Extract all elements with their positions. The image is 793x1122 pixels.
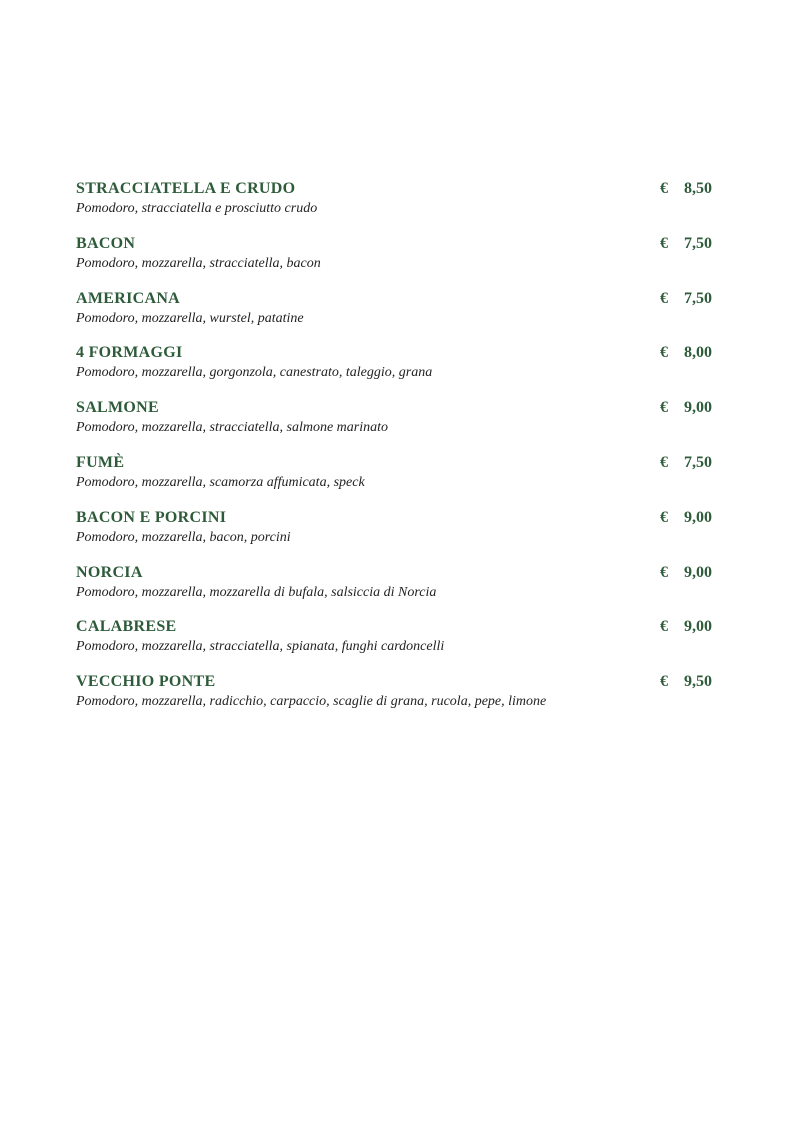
menu-list (76, 178, 736, 726)
currency-symbol: € (660, 289, 668, 307)
item-name: BACON (76, 234, 136, 252)
menu-item (76, 507, 736, 562)
price-value: 9,00 (684, 563, 712, 581)
menu-item (76, 616, 736, 671)
item-price (660, 233, 736, 255)
currency-symbol: € (660, 234, 668, 252)
price-value: 7,50 (684, 453, 712, 471)
item-name: NORCIA (76, 563, 143, 581)
item-price (660, 342, 736, 364)
currency-symbol: € (660, 453, 668, 471)
item-price (660, 507, 736, 529)
menu-item (76, 397, 736, 452)
item-name: SALMONE (76, 399, 159, 417)
item-name: AMERICANA (76, 289, 181, 307)
menu-item (76, 233, 736, 288)
price-value: 8,00 (684, 344, 712, 362)
item-name: BACON E PORCINI (76, 508, 227, 526)
item-description: Pomodoro, mozzarella, gorgonzola, canestrato, taleggio, grana (76, 365, 433, 381)
price-value: 9,00 (684, 508, 712, 526)
price-value: 7,50 (684, 234, 712, 252)
item-price (660, 616, 736, 638)
item-price (660, 562, 736, 584)
item-price (660, 671, 736, 693)
item-price (660, 452, 736, 474)
item-name: 4 FORMAGGI (76, 344, 183, 362)
item-description: Pomodoro, mozzarella, stracciatella, bacon (76, 255, 321, 271)
price-value: 8,50 (684, 180, 712, 197)
menu-item (76, 562, 736, 617)
item-description: Pomodoro, mozzarella, scamorza affumicata, speck (76, 474, 365, 490)
item-name: STRACCIATELLA E CRUDO (76, 180, 296, 197)
currency-symbol: € (660, 508, 668, 526)
item-description: Pomodoro, stracciatella e prosciutto crudo (76, 201, 318, 216)
item-name: CALABRESE (76, 618, 177, 636)
menu-item (76, 342, 736, 397)
menu-item (76, 288, 736, 343)
menu-item (76, 452, 736, 507)
price-value: 7,50 (684, 289, 712, 307)
currency-symbol: € (660, 563, 668, 581)
currency-symbol: € (660, 180, 668, 197)
item-description: Pomodoro, mozzarella, stracciatella, salmone marinato (76, 420, 389, 436)
currency-symbol: € (660, 618, 668, 636)
item-price (660, 288, 736, 310)
currency-symbol: € (660, 673, 668, 691)
price-value: 9,50 (684, 673, 712, 691)
currency-symbol: € (660, 399, 668, 417)
item-name: VECCHIO PONTE (76, 673, 216, 691)
menu-item (76, 671, 736, 726)
item-price (660, 178, 736, 200)
item-price (660, 397, 736, 419)
item-description: Pomodoro, mozzarella, bacon, porcini (76, 529, 291, 545)
price-value: 9,00 (684, 399, 712, 417)
item-description: Pomodoro, mozzarella, mozzarella di bufala, salsiccia di Norcia (76, 584, 437, 600)
menu-item (76, 178, 736, 233)
item-description: Pomodoro, mozzarella, radicchio, carpaccio, scaglie di grana, rucola, pepe, limone (76, 694, 547, 710)
currency-symbol: € (660, 344, 668, 362)
item-description: Pomodoro, mozzarella, stracciatella, spianata, funghi cardoncelli (76, 639, 445, 655)
item-description: Pomodoro, mozzarella, wurstel, patatine (76, 310, 304, 326)
item-name: FUMÈ (76, 453, 125, 471)
price-value: 9,00 (684, 618, 712, 636)
